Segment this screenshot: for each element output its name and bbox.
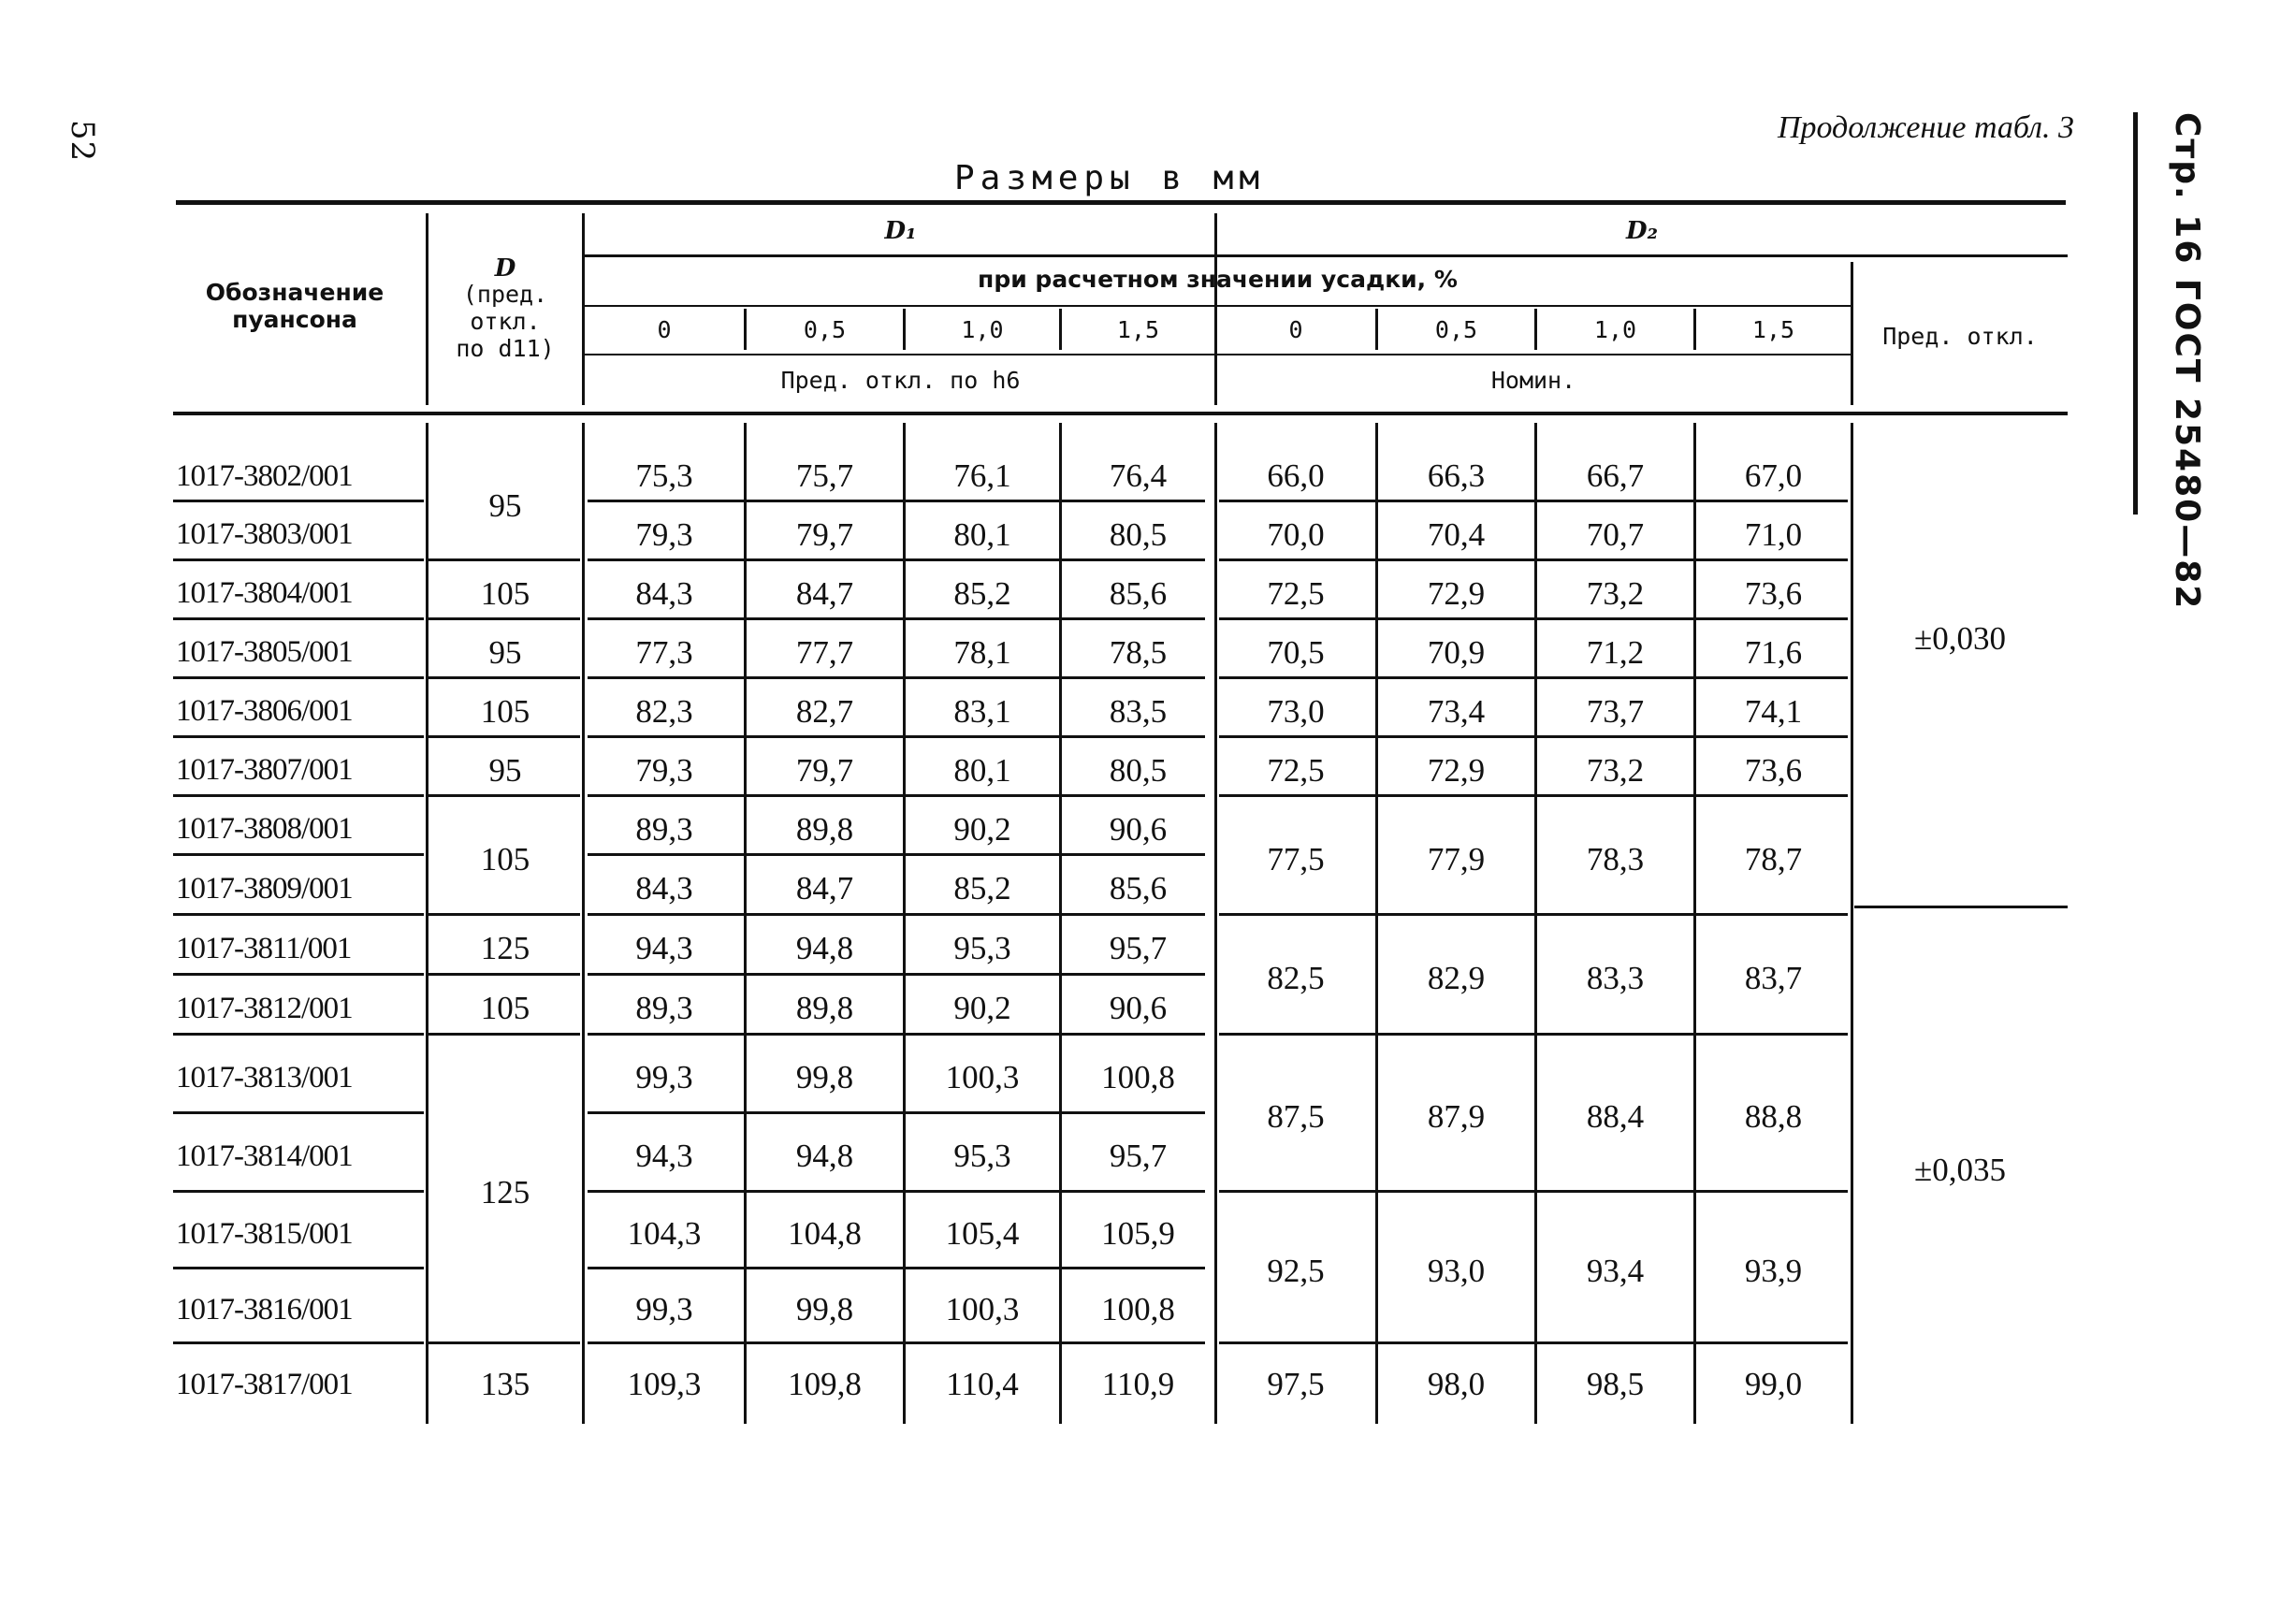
d-cell: 105 <box>480 693 530 730</box>
d2-merged-cell: 87,5 <box>1267 1098 1325 1135</box>
d-cell: 125 <box>480 930 530 966</box>
d1-cell: 77,7 <box>795 634 854 671</box>
table-rule <box>428 558 580 561</box>
d1-cell: 90,6 <box>1109 811 1168 848</box>
d-cell: 125 <box>480 1174 530 1211</box>
table-rule <box>1219 794 1848 797</box>
d1-cell: 99,8 <box>795 1059 854 1095</box>
table-rule <box>588 1341 1205 1344</box>
d1-cell: 75,3 <box>635 457 693 494</box>
d2-cell: 98,5 <box>1586 1366 1645 1402</box>
d1-cell: 104,8 <box>788 1215 862 1252</box>
d2-header: D₂ <box>1626 217 1658 245</box>
d1-cell: 84,3 <box>635 575 693 612</box>
d2-merged-cell: 87,9 <box>1427 1098 1486 1135</box>
table-rule <box>1219 913 1848 916</box>
d2-merged-cell: 82,9 <box>1427 960 1486 996</box>
d2-merged-cell: 93,4 <box>1586 1253 1645 1289</box>
d2-merged-cell: 78,3 <box>1586 841 1645 877</box>
table-rule <box>173 617 424 620</box>
tolerance-cell: ±0,030 <box>1914 620 2006 657</box>
table-rule <box>428 1033 580 1036</box>
d2-merged-cell: 77,5 <box>1267 841 1325 877</box>
d2-cell: 73,7 <box>1586 693 1645 730</box>
d2-cell: 66,0 <box>1267 457 1325 494</box>
d2-cell: 71,6 <box>1744 634 1803 671</box>
table-rule <box>588 558 1205 561</box>
table-rule <box>173 973 424 976</box>
d2-cell: 70,7 <box>1586 516 1645 553</box>
d2-cell: 66,3 <box>1427 457 1486 494</box>
d1-cell: 99,3 <box>635 1059 693 1095</box>
d1-cell: 95,7 <box>1109 1138 1168 1174</box>
d1-cell: 90,2 <box>953 990 1011 1026</box>
d1-cell: 110,9 <box>1101 1366 1175 1402</box>
table-rule <box>428 1341 580 1344</box>
d1-cell: 76,1 <box>953 457 1011 494</box>
table-rule <box>428 617 580 620</box>
d-header-note: (пред. откл. по d11) <box>456 281 555 362</box>
d2-cell: 67,0 <box>1744 457 1803 494</box>
d1-cell: 78,1 <box>953 634 1011 671</box>
side-header-text: Стр. 16 ГОСТ 25480—82 <box>2168 112 2206 611</box>
d2-cell: 97,5 <box>1267 1366 1325 1402</box>
shrink-value: 0 <box>657 316 672 343</box>
page-number: 52 <box>64 120 101 163</box>
d-cell: 105 <box>480 990 530 1026</box>
d2-cell: 70,9 <box>1427 634 1486 671</box>
designation-header: Обозначение пуансона <box>205 279 385 333</box>
table-rule <box>1059 423 1062 1424</box>
tolerance-cell: ±0,035 <box>1914 1152 2006 1188</box>
d2-cell: 74,1 <box>1744 693 1803 730</box>
d2-cell: 70,4 <box>1427 516 1486 553</box>
designation-cell: 1017-3805/001 <box>176 635 353 669</box>
d1-cell: 89,3 <box>635 811 693 848</box>
d1-cell: 95,3 <box>953 1138 1011 1174</box>
d1-cell: 79,7 <box>795 516 854 553</box>
d1-header: D₁ <box>884 217 917 245</box>
d2-merged-cell: 82,5 <box>1267 960 1325 996</box>
d2-cell: 73,4 <box>1427 693 1486 730</box>
d1-cell: 78,5 <box>1109 634 1168 671</box>
d1-cell: 109,3 <box>627 1366 702 1402</box>
d1-cell: 99,8 <box>795 1291 854 1327</box>
designation-cell: 1017-3815/001 <box>176 1217 353 1251</box>
table-rule <box>588 973 1205 976</box>
d1-cell: 80,1 <box>953 752 1011 789</box>
table-rule <box>588 500 1205 502</box>
d1-cell: 89,8 <box>795 990 854 1026</box>
d-header-label: D <box>494 254 516 283</box>
d1-cell: 94,3 <box>635 1138 693 1174</box>
designation-cell: 1017-3803/001 <box>176 517 353 551</box>
table-rule <box>1851 423 1853 1424</box>
table-rule <box>173 735 424 738</box>
d2-cell: 72,9 <box>1427 575 1486 612</box>
shrink-value: 1,5 <box>1751 316 1795 343</box>
table-rule <box>588 794 1205 797</box>
table-rule <box>744 423 747 1424</box>
d1-cell: 89,3 <box>635 990 693 1026</box>
d1-cell: 109,8 <box>788 1366 862 1402</box>
d2-merged-cell: 88,4 <box>1586 1098 1645 1135</box>
designation-cell: 1017-3811/001 <box>176 932 352 965</box>
table-rule <box>173 853 424 856</box>
table-rule <box>428 913 580 916</box>
table-rule <box>1693 423 1696 1424</box>
d2-cell: 73,2 <box>1586 752 1645 789</box>
d2-cell: 72,5 <box>1267 575 1325 612</box>
designation-cell: 1017-3802/001 <box>176 459 353 493</box>
table-rule <box>173 1033 424 1036</box>
designation-cell: 1017-3813/001 <box>176 1061 353 1095</box>
d-cell: 95 <box>488 634 522 671</box>
table-rule <box>903 423 906 1424</box>
table-rule <box>1214 423 1217 1424</box>
d2-merged-cell: 83,3 <box>1586 960 1645 996</box>
table-rule <box>588 735 1205 738</box>
table-rule <box>1854 906 2068 908</box>
table-rule <box>1219 558 1848 561</box>
table-rule <box>1219 1341 1848 1344</box>
d1-cell: 99,3 <box>635 1291 693 1327</box>
table-rule <box>426 423 428 1424</box>
designation-cell: 1017-3804/001 <box>176 576 353 610</box>
shrink-header: при расчетном значении усадки, % <box>978 266 1458 293</box>
header-divider <box>585 354 1851 355</box>
d2-cell: 73,6 <box>1744 752 1803 789</box>
shrink-value: 1,0 <box>1593 316 1637 343</box>
d1-cell: 80,5 <box>1109 752 1168 789</box>
d1-cell: 105,4 <box>945 1215 1020 1252</box>
d1-cell: 90,6 <box>1109 990 1168 1026</box>
table-rule <box>1534 423 1537 1424</box>
d1-cell: 100,3 <box>945 1059 1020 1095</box>
shrink-value: 1,5 <box>1116 316 1160 343</box>
d1-cell: 84,7 <box>795 870 854 906</box>
sizes-caption: Размеры в мм <box>954 159 1266 197</box>
d1-cell: 80,1 <box>953 516 1011 553</box>
d1-cell: 84,7 <box>795 575 854 612</box>
designation-cell: 1017-3806/001 <box>176 694 353 728</box>
d2-merged-cell: 78,7 <box>1744 841 1803 877</box>
table-rule <box>1219 676 1848 679</box>
header-divider <box>426 213 428 405</box>
header-divider <box>585 254 2068 257</box>
d1-cell: 89,8 <box>795 811 854 848</box>
side-rule <box>2133 112 2138 515</box>
d1-cell: 104,3 <box>627 1215 702 1252</box>
d1-cell: 83,5 <box>1109 693 1168 730</box>
d2-cell: 71,0 <box>1744 516 1803 553</box>
d1-cell: 84,3 <box>635 870 693 906</box>
d2-cell: 70,5 <box>1267 634 1325 671</box>
table-rule <box>588 1267 1205 1269</box>
d1-cell: 85,6 <box>1109 575 1168 612</box>
table-rule <box>1375 423 1378 1424</box>
d-cell: 95 <box>488 752 522 789</box>
d2-merged-cell: 88,8 <box>1744 1098 1803 1135</box>
d1-cell: 80,5 <box>1109 516 1168 553</box>
d2-cell: 99,0 <box>1744 1366 1803 1402</box>
d1-cell: 85,2 <box>953 870 1011 906</box>
table-rule <box>1219 735 1848 738</box>
d2-cell: 73,0 <box>1267 693 1325 730</box>
d2-cell: 72,9 <box>1427 752 1486 789</box>
d1-cell: 79,3 <box>635 516 693 553</box>
shrink-value: 0,5 <box>1434 316 1478 343</box>
d1-cell: 95,7 <box>1109 930 1168 966</box>
d1-cell: 94,3 <box>635 930 693 966</box>
table-rule <box>428 735 580 738</box>
table-rule <box>173 1341 424 1344</box>
d2-cell: 66,7 <box>1586 457 1645 494</box>
d2-merged-cell: 92,5 <box>1267 1253 1325 1289</box>
shrink-value: 1,0 <box>961 316 1004 343</box>
tolerance-header: Пред. откл. <box>1882 323 2038 350</box>
designation-cell: 1017-3807/001 <box>176 753 353 787</box>
table-rule <box>173 676 424 679</box>
d1-cell: 77,3 <box>635 634 693 671</box>
d1-cell: 95,3 <box>953 930 1011 966</box>
table-rule <box>588 853 1205 856</box>
table-rule <box>588 1033 1205 1036</box>
table-rule <box>1219 617 1848 620</box>
table-rule <box>173 500 424 502</box>
d-cell: 95 <box>488 487 522 524</box>
designation-cell: 1017-3816/001 <box>176 1293 353 1327</box>
table-rule <box>588 1190 1205 1193</box>
d1-cell: 82,7 <box>795 693 854 730</box>
d2-nominal-header: Номин. <box>1490 367 1576 394</box>
designation-cell: 1017-3814/001 <box>176 1139 353 1173</box>
d-cell: 105 <box>480 841 530 877</box>
d1-cell: 79,7 <box>795 752 854 789</box>
d2-cell: 73,6 <box>1744 575 1803 612</box>
d2-cell: 98,0 <box>1427 1366 1486 1402</box>
designation-cell: 1017-3808/001 <box>176 812 353 846</box>
table-rule <box>173 1267 424 1269</box>
d1-cell: 75,7 <box>795 457 854 494</box>
d2-cell: 72,5 <box>1267 752 1325 789</box>
table-top-rule <box>176 200 2066 205</box>
d1-cell: 79,3 <box>635 752 693 789</box>
d1-cell: 76,4 <box>1109 457 1168 494</box>
d1-cell: 110,4 <box>946 1366 1019 1402</box>
designation-cell: 1017-3809/001 <box>176 872 353 906</box>
designation-cell: 1017-3812/001 <box>176 992 353 1025</box>
header-divider <box>585 305 1851 307</box>
table-rule <box>1219 1190 1848 1193</box>
d2-merged-cell: 83,7 <box>1744 960 1803 996</box>
table-rule <box>588 617 1205 620</box>
table-rule <box>588 676 1205 679</box>
table-rule <box>428 794 580 797</box>
d2-merged-cell: 77,9 <box>1427 841 1486 877</box>
d1-cell: 85,6 <box>1109 870 1168 906</box>
d1-cell: 82,3 <box>635 693 693 730</box>
shrink-value: 0,5 <box>803 316 847 343</box>
d2-merged-cell: 93,0 <box>1427 1253 1486 1289</box>
d2-cell: 71,2 <box>1586 634 1645 671</box>
d1-cell: 90,2 <box>953 811 1011 848</box>
d1-cell: 100,8 <box>1101 1291 1175 1327</box>
d-cell: 135 <box>480 1366 530 1402</box>
d2-merged-cell: 93,9 <box>1744 1253 1803 1289</box>
table-rule <box>173 794 424 797</box>
d1-cell: 105,9 <box>1101 1215 1175 1252</box>
shrink-value: 0 <box>1288 316 1303 343</box>
d1-cell: 85,2 <box>953 575 1011 612</box>
d1-cell: 100,3 <box>945 1291 1020 1327</box>
d1-tolerance-header: Пред. откл. по h6 <box>780 367 1021 394</box>
table-rule <box>428 676 580 679</box>
table-rule <box>1219 1033 1848 1036</box>
table-rule <box>1219 500 1848 502</box>
table-rule <box>588 1111 1205 1114</box>
side-header <box>2152 112 2208 611</box>
d1-cell: 100,8 <box>1101 1059 1175 1095</box>
table-rule <box>173 1190 424 1193</box>
table-rule <box>588 913 1205 916</box>
table-rule <box>582 423 585 1424</box>
d1-cell: 83,1 <box>953 693 1011 730</box>
d1-cell: 94,8 <box>795 1138 854 1174</box>
header-bottom-rule <box>173 412 2068 415</box>
d2-cell: 73,2 <box>1586 575 1645 612</box>
table-rule <box>173 913 424 916</box>
table-rule <box>173 558 424 561</box>
table-rule <box>173 1111 424 1114</box>
d1-cell: 94,8 <box>795 930 854 966</box>
d2-cell: 70,0 <box>1267 516 1325 553</box>
designation-cell: 1017-3817/001 <box>176 1368 353 1401</box>
continuation-label: Продолжение табл. 3 <box>1777 110 2074 145</box>
table-rule <box>428 973 580 976</box>
d-cell: 105 <box>480 575 530 612</box>
